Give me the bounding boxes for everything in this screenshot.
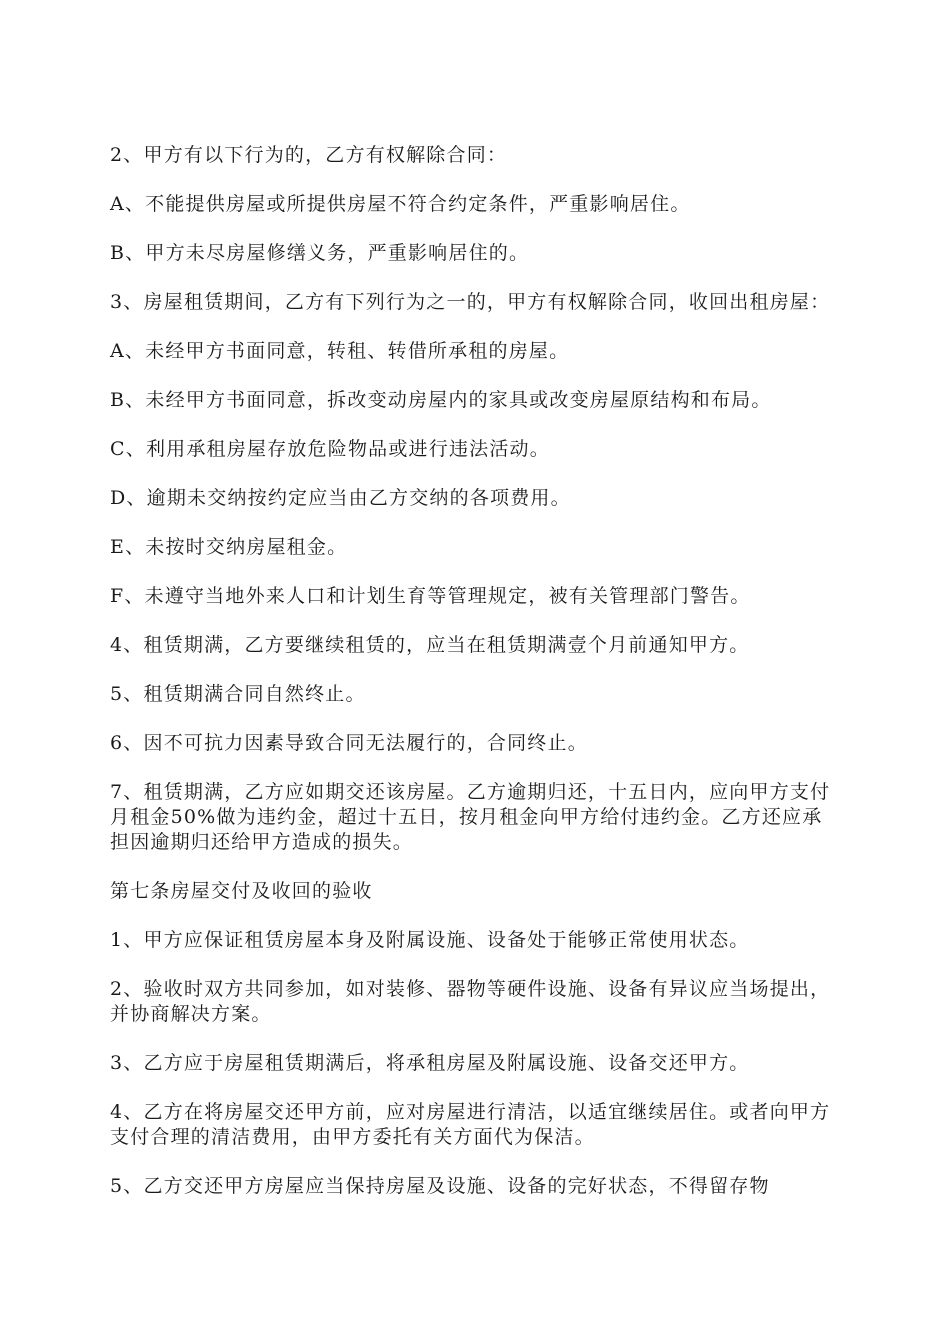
paragraph: 5、乙方交还甲方房屋应当保持房屋及设施、设备的完好状态，不得留存物 xyxy=(110,1175,770,1197)
paragraph: 4、租赁期满，乙方要继续租赁的，应当在租赁期满壹个月前通知甲方。 xyxy=(110,634,750,656)
paragraph: 4、乙方在将房屋交还甲方前，应对房屋进行清洁，以适宜继续居住。或者向甲方支付合理的清洁费用，由甲方委托有关方面代为保洁。 xyxy=(110,1101,831,1148)
document-body xyxy=(110,143,842,1223)
paragraph: B、甲方未尽房屋修缮义务，严重影响居住的。 xyxy=(110,242,530,264)
paragraph: 1、甲方应保证租赁房屋本身及附属设施、设备处于能够正常使用状态。 xyxy=(110,929,750,951)
paragraph: B、未经甲方书面同意，拆改变动房屋内的家具或改变房屋原结构和布局。 xyxy=(110,389,772,411)
paragraph: E、未按时交纳房屋租金。 xyxy=(110,536,348,558)
paragraph: F、未遵守当地外来人口和计划生育等管理规定，被有关管理部门警告。 xyxy=(110,585,751,607)
paragraph: 6、因不可抗力因素导致合同无法履行的，合同终止。 xyxy=(110,732,588,754)
paragraph: 7、租赁期满，乙方应如期交还该房屋。乙方逾期归还，十五日内，应向甲方支付月租金50%做为违约金，超过十五日，按月租金向甲方给付违约金。乙方还应承担因逾期归还给甲方造成的损失。 xyxy=(110,781,831,853)
paragraph: 2、验收时双方共同参加，如对装修、器物等硬件设施、设备有异议应当场提出，并协商解决方案。 xyxy=(110,978,831,1025)
paragraph: 3、乙方应于房屋租赁期满后，将承租房屋及附属设施、设备交还甲方。 xyxy=(110,1052,750,1074)
paragraph: 3、房屋租赁期间，乙方有下列行为之一的，甲方有权解除合同，收回出租房屋： xyxy=(110,291,831,313)
section-heading: 第七条房屋交付及收回的验收 xyxy=(110,880,373,902)
paragraph: 5、租赁期满合同自然终止。 xyxy=(110,683,366,705)
paragraph: A、未经甲方书面同意，转租、转借所承租的房屋。 xyxy=(110,340,570,362)
paragraph: D、逾期未交纳按约定应当由乙方交纳的各项费用。 xyxy=(110,487,571,509)
paragraph: C、利用承租房屋存放危险物品或进行违法活动。 xyxy=(110,438,550,460)
paragraph: 2、甲方有以下行为的，乙方有权解除合同： xyxy=(110,144,508,166)
paragraph: A、不能提供房屋或所提供房屋不符合约定条件，严重影响居住。 xyxy=(110,193,691,215)
